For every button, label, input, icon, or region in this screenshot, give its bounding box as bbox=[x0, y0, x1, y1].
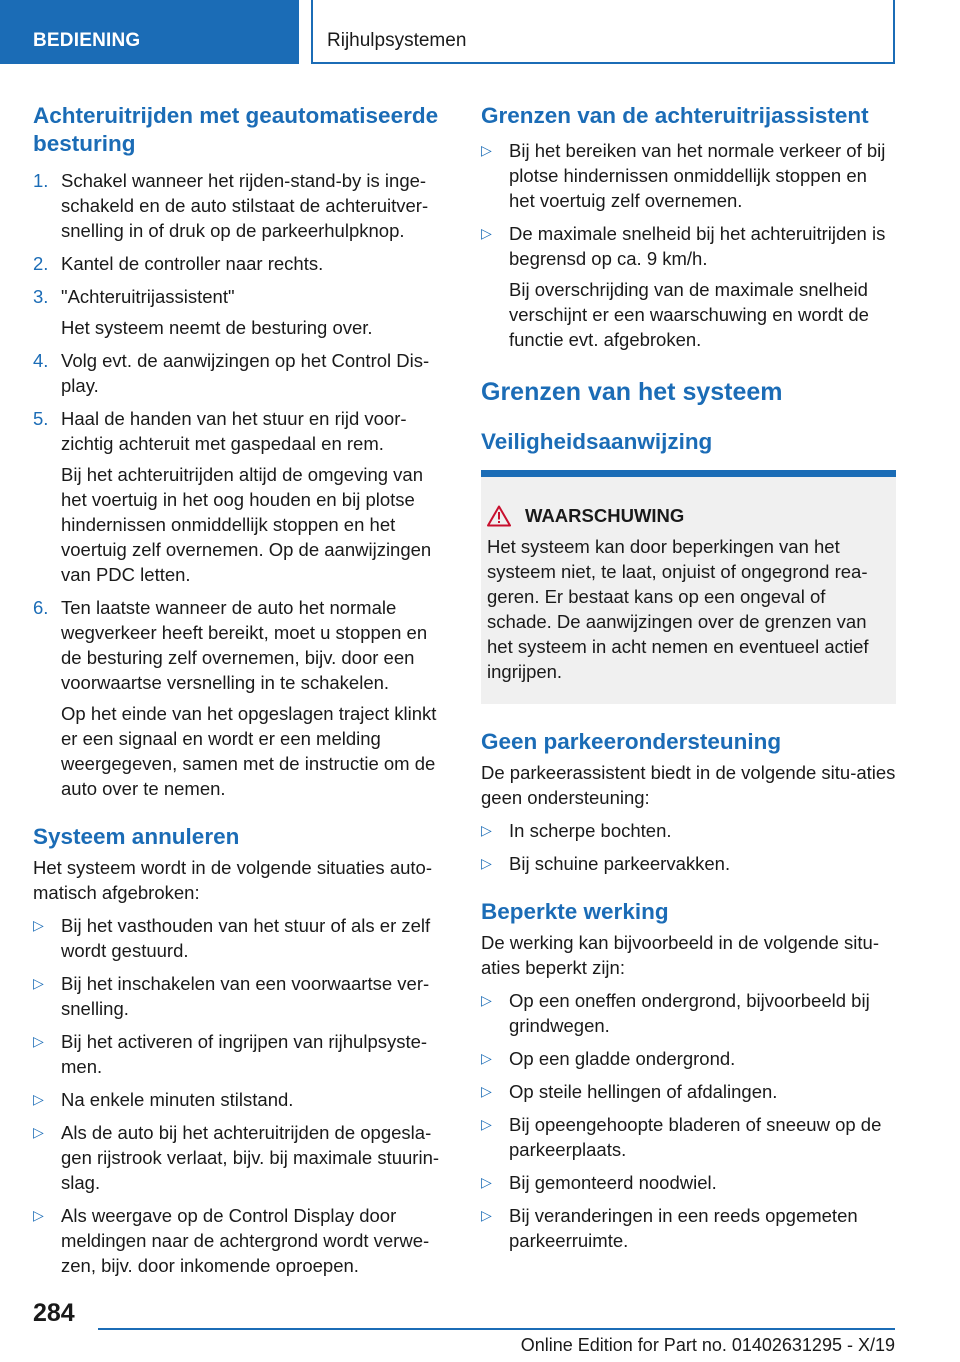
step-text: Schakel wanneer het rijden-stand-by is inge-schakeld en de auto stilstaat de achteruitver-snelling in of druk op de parkeerhulpknop. bbox=[61, 170, 429, 241]
step-number: 1. bbox=[33, 170, 49, 191]
list-item bbox=[481, 1046, 896, 1071]
triangle-right-outline-icon: ▷ bbox=[481, 225, 492, 241]
list-item bbox=[481, 138, 896, 213]
nosupport-list bbox=[481, 818, 896, 876]
list-item bbox=[33, 406, 448, 587]
list-item-text: Als de auto bij het achteruitrijden de opgesla-gen rijstrook verlaat, bijv. bij maximale stuurin-slag. bbox=[61, 1122, 440, 1193]
step-number: 2. bbox=[33, 253, 49, 274]
step-text: Kantel de controller naar rechts. bbox=[61, 253, 324, 274]
step-number: 4. bbox=[33, 350, 49, 371]
list-item-text: In scherpe bochten. bbox=[509, 820, 672, 841]
warning-header bbox=[487, 503, 890, 528]
list-item bbox=[481, 1079, 896, 1104]
list-item-text: Op een oneffen ondergrond, bijvoorbeeld bij grindwegen. bbox=[509, 990, 870, 1036]
heading-system-limits: Grenzen van het systeem bbox=[481, 378, 783, 406]
list-item bbox=[33, 1087, 448, 1112]
list-item-text: Bij het bereiken van het normale verkeer of bij plotse hindernissen onmiddellijk stoppen en het voertuig zelf overnemen. bbox=[509, 140, 886, 211]
limit-note: Bij overschrijding van de maximale snelheid verschijnt er een waarschuwing en wordt de functie evt. afgebroken. bbox=[509, 279, 869, 350]
warning-title: WAARSCHUWING bbox=[525, 505, 685, 526]
step-number: 6. bbox=[33, 597, 49, 618]
list-item-text: Op steile hellingen of afdalingen. bbox=[509, 1081, 778, 1102]
list-item bbox=[33, 348, 448, 398]
list-item-text: Bij veranderingen in een reeds opgemeten parkeerruimte. bbox=[509, 1205, 858, 1251]
list-item bbox=[481, 1203, 896, 1253]
list-item bbox=[33, 284, 448, 340]
limited-list bbox=[481, 988, 896, 1253]
heading-cancel-system: Systeem annuleren bbox=[33, 824, 240, 849]
cancel-intro: Het systeem wordt in de volgende situaties auto-matisch afgebroken: bbox=[33, 857, 432, 903]
right-column bbox=[481, 102, 896, 1253]
heading-safety-notice: Veiligheidsaanwijzing bbox=[481, 429, 713, 454]
triangle-right-outline-icon: ▷ bbox=[481, 992, 492, 1008]
step-text: Volg evt. de aanwijzingen op het Control Dis-play. bbox=[61, 350, 430, 396]
warning-box bbox=[481, 470, 896, 704]
list-item-text: Bij het activeren of ingrijpen van rijhulpsyste-men. bbox=[61, 1031, 428, 1077]
triangle-right-outline-icon: ▷ bbox=[33, 1207, 44, 1223]
list-item bbox=[33, 913, 448, 963]
step-number: 3. bbox=[33, 286, 49, 307]
step-text: "Achteruitrijassistent" bbox=[61, 286, 235, 307]
list-item bbox=[481, 988, 896, 1038]
steps-list bbox=[33, 168, 448, 801]
triangle-right-outline-icon: ▷ bbox=[33, 1033, 44, 1049]
warning-text: Het systeem kan door beperkingen van het systeem niet, te laat, onjuist of ongegrond rea-geren. Er bestaat kans op een ongeval of schade. De aanwijzingen over de grenzen van het systeem in acht nemen en eventueel actief ingrijpen. bbox=[487, 536, 869, 682]
list-item-text: Bij schuine parkeervakken. bbox=[509, 853, 731, 874]
list-item-text: Op een gladde ondergrond. bbox=[509, 1048, 736, 1069]
list-item bbox=[481, 851, 896, 876]
left-column bbox=[33, 102, 448, 1278]
heading-limited-operation: Beperkte werking bbox=[481, 899, 669, 924]
list-item bbox=[481, 221, 896, 352]
list-item-text: Als weergave op de Control Display door meldingen naar de achtergrond wordt verwe-zen, bijv. door inkomende oproepen. bbox=[61, 1205, 430, 1276]
step-note: Op het einde van het opgeslagen traject klinkt er een signaal en wordt er een melding weergegeven, samen met de instructie om de auto over te nemen. bbox=[61, 703, 437, 799]
section-tab: BEDIENING bbox=[0, 0, 299, 64]
triangle-right-outline-icon: ▷ bbox=[33, 917, 44, 933]
list-item bbox=[33, 971, 448, 1021]
cancel-list bbox=[33, 913, 448, 1278]
list-item bbox=[33, 595, 448, 801]
footer-divider bbox=[98, 1328, 895, 1330]
list-item bbox=[33, 168, 448, 243]
triangle-right-outline-icon: ▷ bbox=[481, 855, 492, 871]
step-text: Ten laatste wanneer de auto het normale wegverkeer heeft bereikt, moet u stoppen en de besturing zelf overnemen, bijv. door een voorwaartse versnelling in te schakelen. bbox=[61, 597, 428, 693]
limits-list bbox=[481, 138, 896, 352]
heading-reverse-automated: Achteruitrijden met geautomatiseerde besturing bbox=[33, 103, 439, 156]
list-item bbox=[481, 818, 896, 843]
triangle-right-outline-icon: ▷ bbox=[481, 1050, 492, 1066]
list-item-text: Bij het inschakelen van een voorwaartse ver-snelling. bbox=[61, 973, 430, 1019]
page-number: 284 bbox=[33, 1299, 75, 1327]
nosupport-intro: De parkeerassistent biedt in de volgende situ-aties geen ondersteuning: bbox=[481, 762, 896, 808]
step-note: Het systeem neemt de besturing over. bbox=[61, 317, 373, 338]
list-item bbox=[33, 251, 448, 276]
heading-reverse-limits: Grenzen van de achteruitrijassistent bbox=[481, 103, 869, 128]
triangle-right-outline-icon: ▷ bbox=[481, 142, 492, 158]
chapter-title: Rijhulpsystemen bbox=[311, 0, 895, 64]
list-item bbox=[33, 1203, 448, 1278]
heading-no-parking-support: Geen parkeerondersteuning bbox=[481, 729, 782, 754]
triangle-right-outline-icon: ▷ bbox=[33, 1124, 44, 1140]
triangle-right-outline-icon: ▷ bbox=[481, 822, 492, 838]
limited-intro: De werking kan bijvoorbeeld in de volgende situ-aties beperkt zijn: bbox=[481, 932, 879, 978]
step-note: Bij het achteruitrijden altijd de omgeving van het voertuig in het oog houden en bij plotse hindernissen onmiddellijk stoppen en het voertuig zelf overnemen. Op de aanwijzingen van PDC letten. bbox=[61, 464, 432, 585]
list-item bbox=[481, 1170, 896, 1195]
triangle-right-outline-icon: ▷ bbox=[481, 1174, 492, 1190]
warning-triangle-icon bbox=[487, 505, 511, 527]
list-item bbox=[33, 1120, 448, 1195]
list-item-text: Bij opeengehoopte bladeren of sneeuw op de parkeerplaats. bbox=[509, 1114, 882, 1160]
triangle-right-outline-icon: ▷ bbox=[33, 975, 44, 991]
list-item bbox=[481, 1112, 896, 1162]
step-text: Haal de handen van het stuur en rijd voor-zichtig achteruit met gaspedaal en rem. bbox=[61, 408, 407, 454]
list-item-text: De maximale snelheid bij het achteruitrijden is begrensd op ca. 9 km/h. bbox=[509, 223, 886, 269]
list-item-text: Bij het vasthouden van het stuur of als er zelf wordt gestuurd. bbox=[61, 915, 431, 961]
triangle-right-outline-icon: ▷ bbox=[481, 1207, 492, 1223]
list-item-text: Na enkele minuten stilstand. bbox=[61, 1089, 294, 1110]
triangle-right-outline-icon: ▷ bbox=[481, 1083, 492, 1099]
edition-note: Online Edition for Part no. 01402631295 - X/19 bbox=[520, 1335, 895, 1355]
list-item-text: Bij gemonteerd noodwiel. bbox=[509, 1172, 717, 1193]
triangle-right-outline-icon: ▷ bbox=[33, 1091, 44, 1107]
step-number: 5. bbox=[33, 408, 49, 429]
list-item bbox=[33, 1029, 448, 1079]
triangle-right-outline-icon: ▷ bbox=[481, 1116, 492, 1132]
